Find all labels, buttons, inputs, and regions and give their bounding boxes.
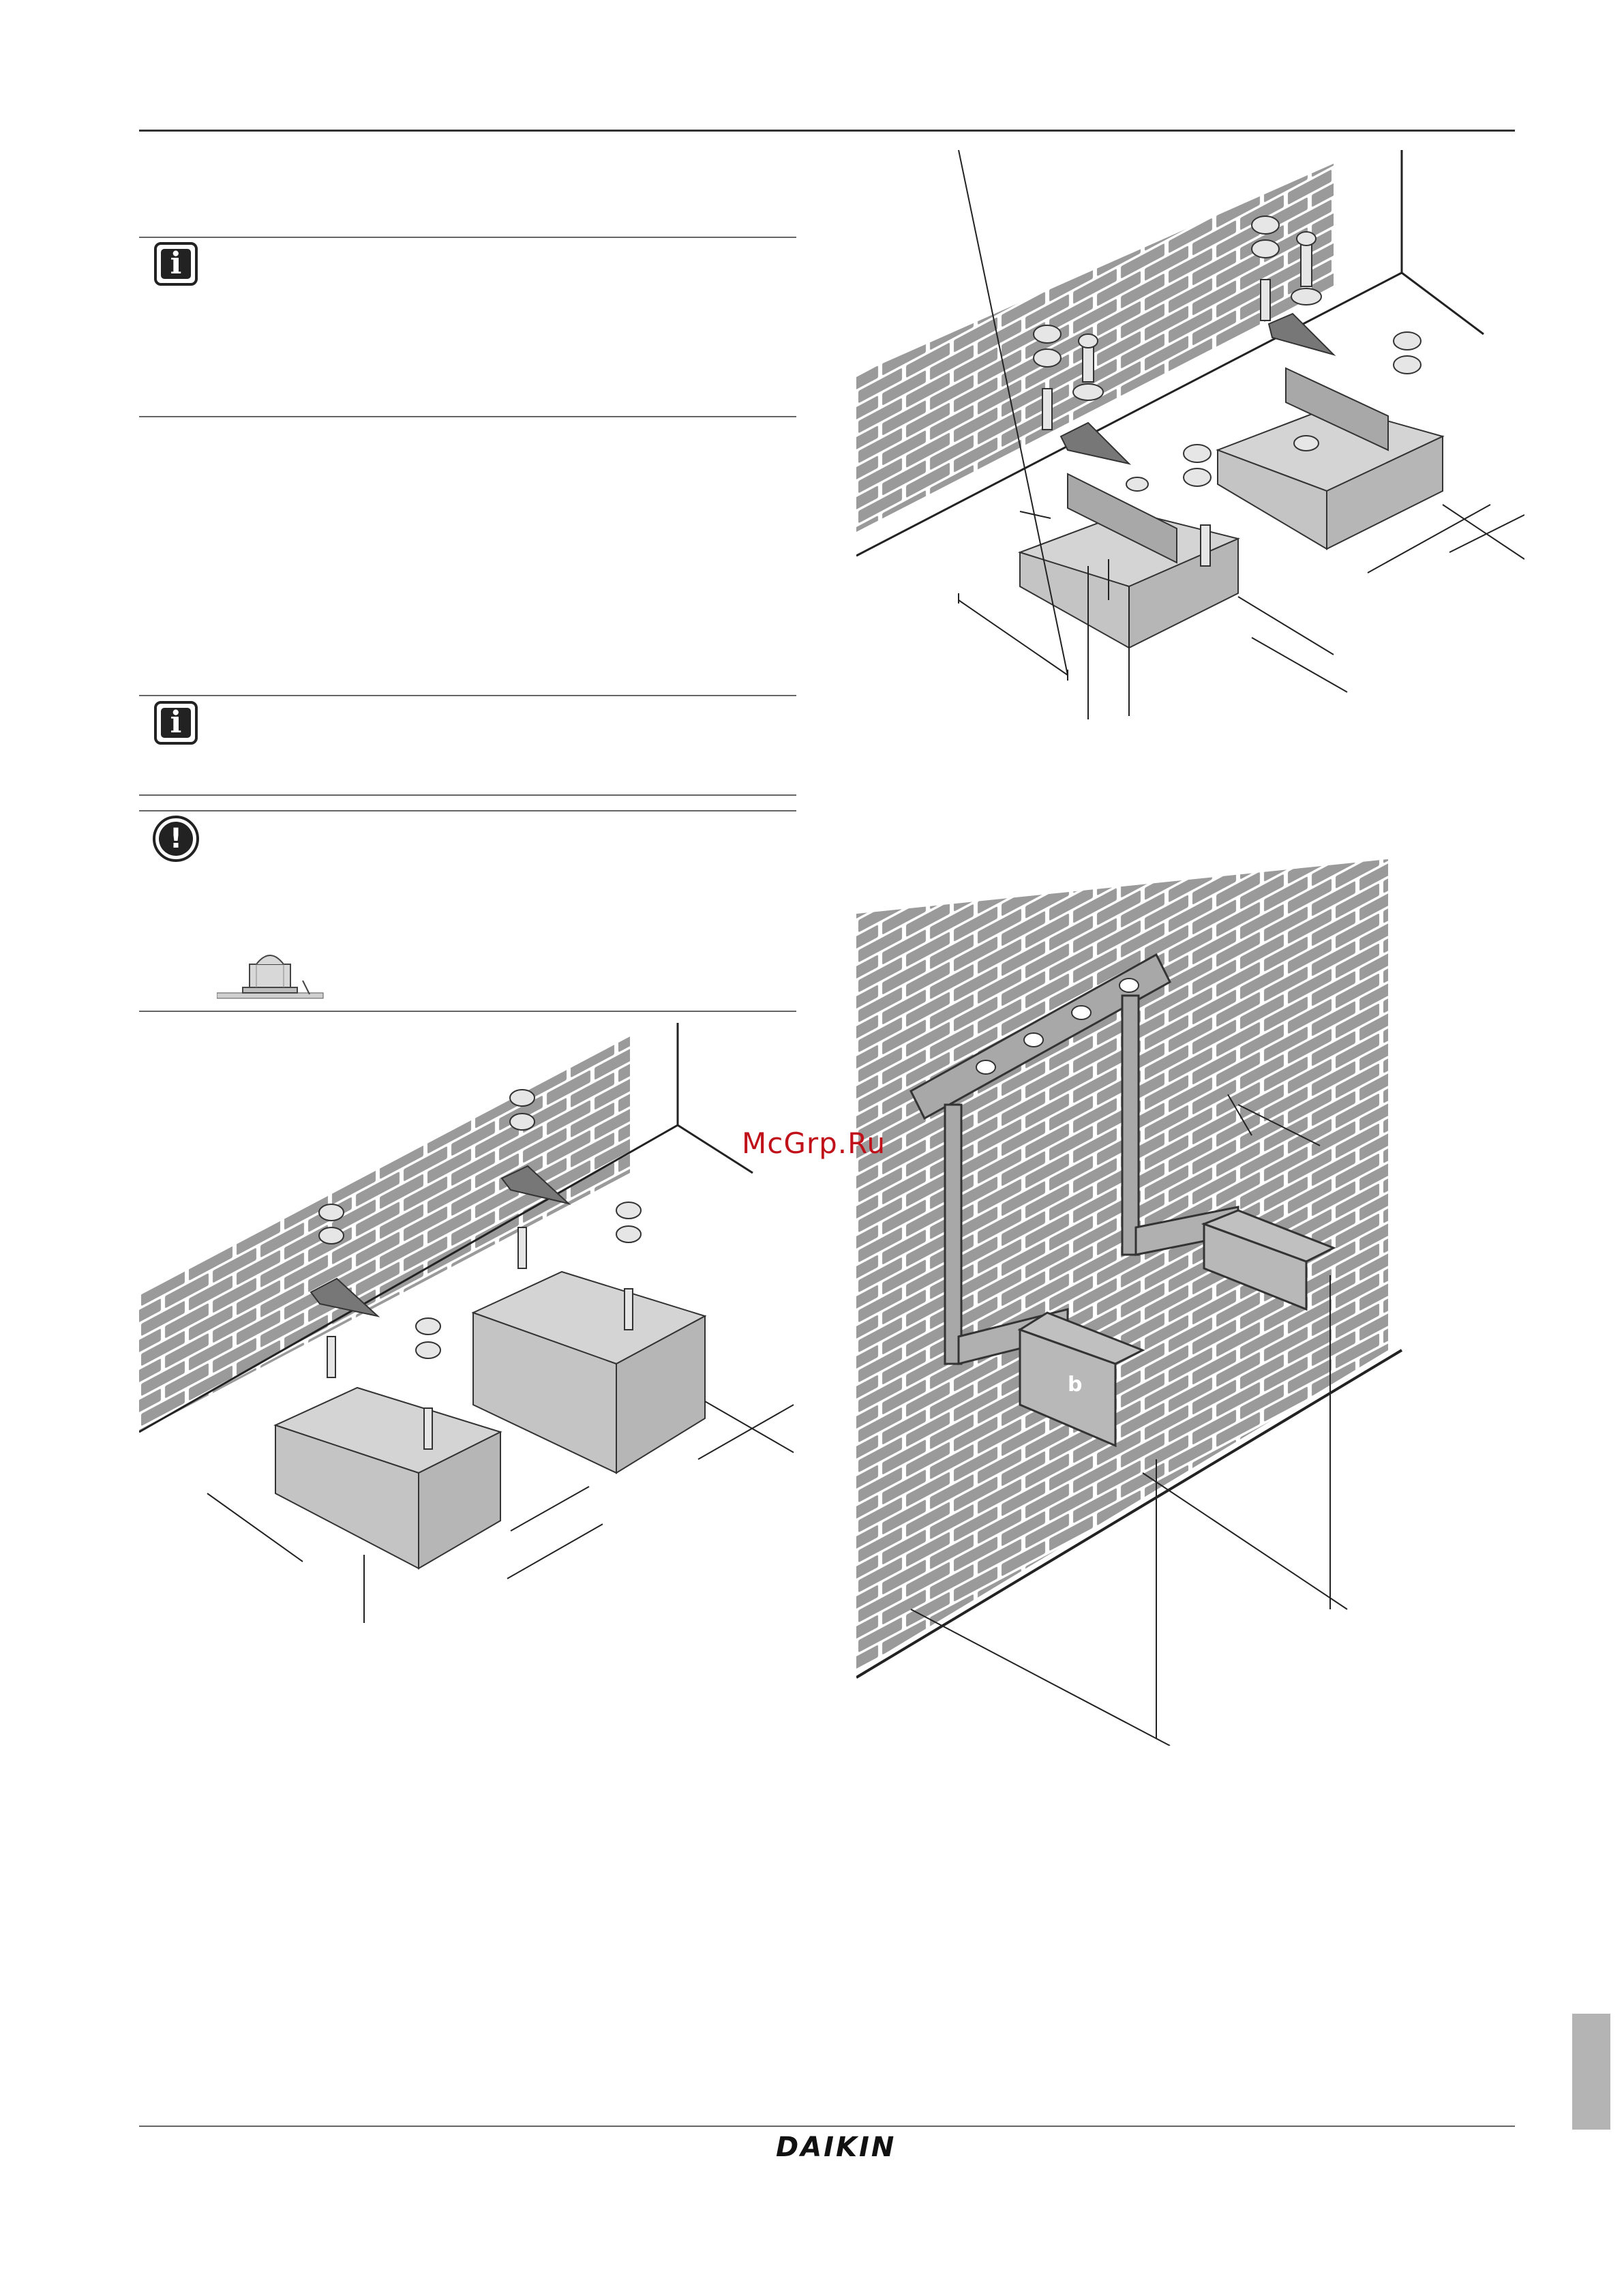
info-icon-glyph: i — [161, 249, 191, 279]
note-rule-2-top — [139, 695, 796, 696]
note-rule-1-top — [139, 237, 796, 238]
footer-rule — [139, 2126, 1515, 2127]
warning-icon — [153, 816, 199, 862]
note-rule-3-top — [139, 810, 796, 811]
ground-blocks-figure — [139, 1023, 807, 1657]
note-rule-3-bottom — [139, 1011, 796, 1012]
info-icon — [154, 701, 198, 745]
note-rule-2-bottom — [139, 794, 796, 796]
wall-mount-blocks-figure — [856, 150, 1524, 730]
warning-icon-glyph: ! — [159, 822, 193, 856]
daikin-logo: DAIKIN — [776, 2132, 897, 2163]
watermark-text: McGrp.Ru — [742, 1127, 886, 1160]
header-rule — [139, 130, 1515, 132]
info-icon-glyph: i — [161, 708, 191, 738]
side-tab-marker — [1572, 2014, 1610, 2130]
info-icon — [154, 242, 198, 286]
wall-bracket-figure — [856, 859, 1415, 1746]
bracket-label: b — [1068, 1373, 1083, 1397]
note-rule-1-bottom — [139, 416, 796, 417]
nut-washer-icon — [217, 940, 326, 1001]
